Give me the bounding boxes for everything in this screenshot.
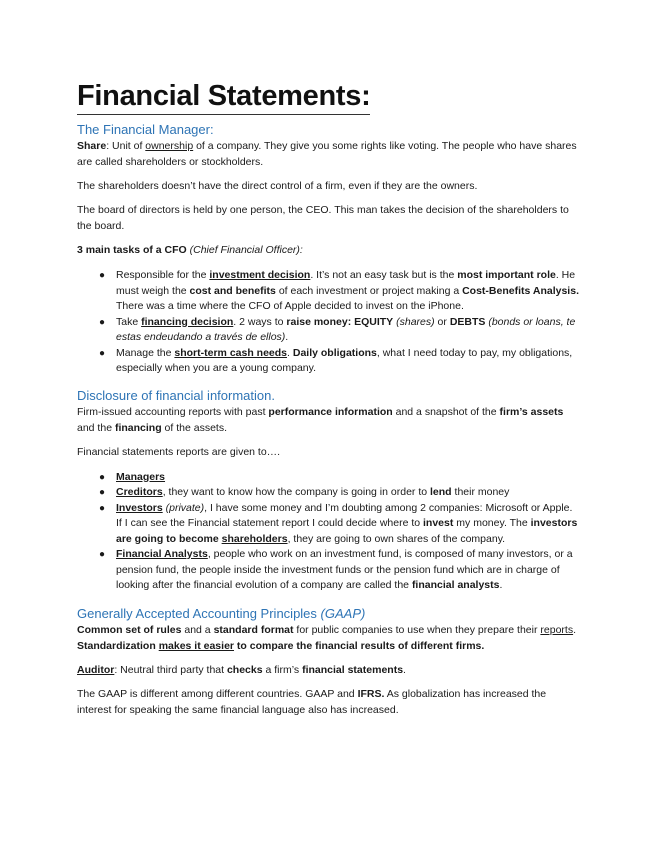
disclosure-paragraph: Firm-issued accounting reports with past performance information and a snapshot of the firm’s assets and the financing of the assets. [77, 405, 564, 434]
bullet-icon: ● [99, 316, 106, 328]
bullet-icon: ● [99, 502, 106, 514]
section-heading-financial-manager: The Financial Manager: [77, 122, 214, 137]
share-paragraph: Share: Unit of ownership of a company. They give you some rights like voting. The people who have shares are called shareholders or stockholders. [77, 140, 577, 168]
list-item: ● Investors (private), I have some money and I’m doubting among 2 companies: Microsoft or Apple. If I can see the Financial statement report I could decide where to invest my money. The investors are going to become shareholders, they are going to own shares of the company. [99, 501, 578, 545]
section-heading-disclosure: Disclosure of financial information. [77, 387, 275, 403]
list-item: ● Financial Analysts, people who work on an investment fund, is composed of many investors, or a pension fund, the people inside the investment funds or the pension fund which are in charge of looking after the financial evolution of a company are called the financial analysts. [99, 548, 573, 591]
list-item: ● Take financing decision. 2 ways to raise money: EQUITY (shares) or DEBTS (bonds or loans, te estas endeudando a través de ellos). [99, 315, 576, 343]
bullet-icon: ● [99, 549, 106, 560]
board-paragraph: The board of directors is held by one person, the CEO. This man takes the decision of the shareholders to the board. [77, 204, 569, 232]
list-item: ● Managers [77, 470, 579, 486]
page-title: Financial Statements: [77, 78, 370, 115]
bullet-icon: ● [99, 471, 106, 483]
list-item: ● Responsible for the investment decision. It’s not an easy task but is the most important role. He must weigh the cost and benefits of each investment or project making a Cost-Benefits Analysis. There was a time where the CFO of Apple decided to invest on the iPhone. [99, 269, 579, 312]
auditor-paragraph: Auditor: Neutral third party that checks a firm’s financial statements. [77, 663, 406, 676]
given-to-paragraph: Financial statements reports are given to…. [77, 445, 281, 458]
cfo-tasks-list [77, 268, 579, 377]
gaap-paragraph: Common set of rules and a standard format for public companies to use when they prepare their reports. Standardization makes it easier to compare the financial results of different firms. [77, 623, 576, 652]
section-heading-gaap: Generally Accepted Accounting Principles (GAAP) [77, 605, 366, 621]
bullet-icon: ● [99, 487, 106, 498]
list-item: ● Manage the short-term cash needs. Daily obligations, what I need today to pay, my obligations, especially when you are a young company. [99, 346, 573, 374]
recipients-list [77, 470, 579, 594]
bullet-icon: ● [99, 347, 106, 359]
shareholders-paragraph: The shareholders doesn’t have the direct control of a firm, even if they are the owners. [77, 180, 478, 192]
bullet-icon: ● [99, 270, 106, 281]
globalization-paragraph: The GAAP is different among different countries. GAAP and IFRS. As globalization has increased the interest for speaking the same financial language also has increased. [77, 687, 547, 716]
cfo-tasks-intro: 3 main tasks of a CFO (Chief Financial Officer): [77, 244, 303, 256]
list-item: ● Creditors, they want to know how the company is going in order to lend their money [77, 485, 579, 501]
